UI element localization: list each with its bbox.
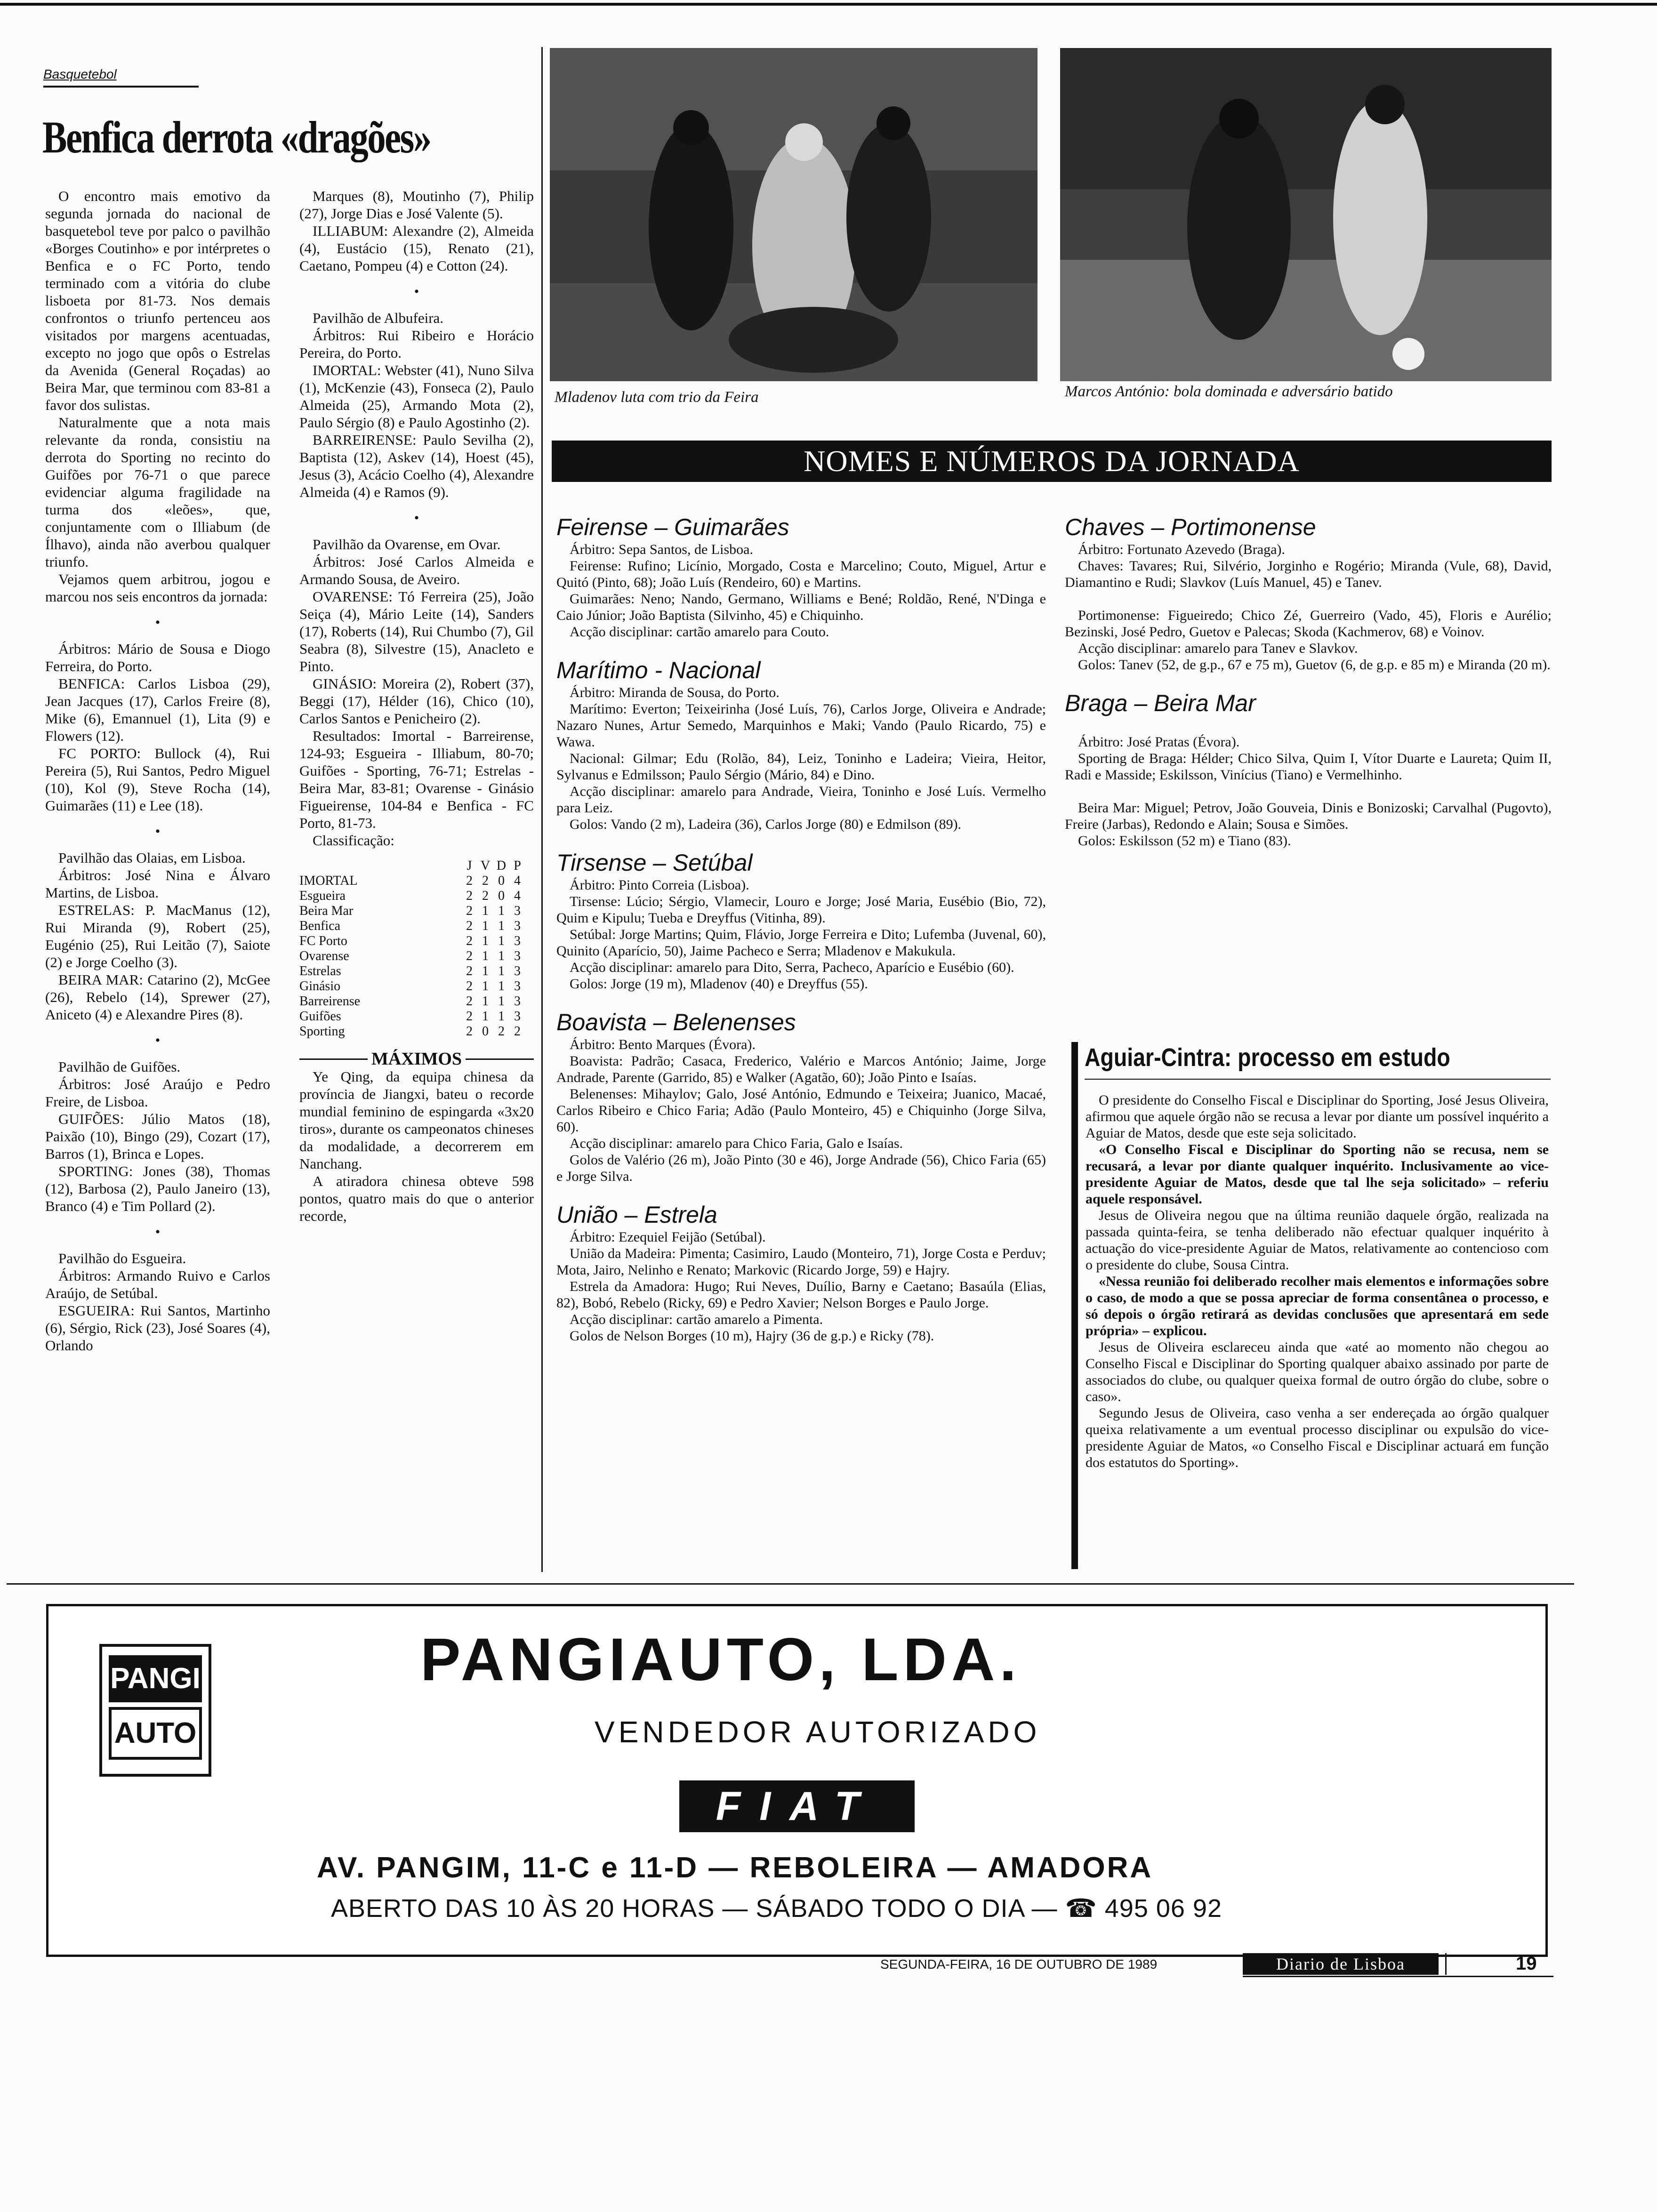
match-line: Árbitro: Fortunato Azevedo (Braga). bbox=[1078, 542, 1285, 557]
article-paragraph: Resultados: Imortal - Barreirense, 124-93; Esgueira - Illiabum, 80-70; Guifões - Sporting, 76-71; Estrelas - Beira Mar, 83-81; Ovarense - Ginásio Figueirense, 104-84 e Benfica - FC Porto, 81-73. bbox=[299, 728, 534, 831]
standings-cell-j: 2 bbox=[466, 1024, 473, 1039]
standings-cell-p: 2 bbox=[514, 1024, 521, 1039]
standings-cell-d: 1 bbox=[498, 1009, 505, 1024]
standings-cell-d: 0 bbox=[498, 889, 505, 903]
match-title: Marítimo - Nacional bbox=[556, 657, 761, 683]
match-line: Sporting de Braga: Hélder; Chico Silva, Quim I, Vítor Duarte e Laureta; Quim II, Radi e Masside; Eskilsson, Vinícius (Tiano) e Vermelhinho. bbox=[1065, 751, 1552, 783]
article-paragraph: Pavilhão de Guifões. bbox=[58, 1058, 181, 1075]
standings-cell-p: 3 bbox=[514, 919, 521, 933]
footer-date: SEGUNDA-FEIRA, 16 DE OUTUBRO DE 1989 bbox=[880, 1957, 1158, 1972]
match-report bbox=[556, 849, 1046, 992]
match-line: Árbitro: Miranda de Sousa, do Porto. bbox=[570, 685, 780, 700]
article-paragraph: GINÁSIO: Moreira (2), Robert (37), Beggi (17), Hélder (16), Chico (10), Carlos Santos e Penicheiro (2). bbox=[299, 675, 534, 727]
standings-row bbox=[299, 1024, 525, 1039]
match-line: Nacional: Gilmar; Edu (Rolão, 84), Leiz, Toninho e Ladeira; Vieira, Heitor, Sylvanus e Edmilsson; Paulo Sérgio (Mário, 84) e Dino. bbox=[556, 751, 1046, 783]
standings-row bbox=[299, 1009, 525, 1024]
match-line: Guimarães: Neno; Nando, Germano, Williams e Bené; Roldão, René, N'Dinga e Caio Júnior; João Baptista (Silvinho, 45) e Chiquinho. bbox=[556, 591, 1046, 623]
blank-line bbox=[1065, 783, 1552, 800]
ad-hours: ABERTO DAS 10 ÀS 20 HORAS — SÁBADO TODO O DIA — ☎ 495 06 92 bbox=[331, 1894, 1222, 1923]
logo-bottom-text: AUTO bbox=[109, 1707, 202, 1760]
match-line: Acção disciplinar: amarelo para Tanev e Slavkov. bbox=[1078, 641, 1358, 656]
article-paragraph: Pavilhão do Esgueira. bbox=[58, 1250, 186, 1266]
standings-cell-p: 3 bbox=[514, 994, 521, 1009]
match-line: Portimonense: Figueiredo; Chico Zé, Guerreiro (Vado, 45), Floris e Aurélio; Bezinski, José Pedro, Guetov e Palecas; Skoda (Kachmerov, 68) e Voinov. bbox=[1065, 608, 1552, 640]
standings bbox=[299, 858, 534, 1039]
bullet-separator: • bbox=[155, 615, 161, 630]
article-paragraph: Naturalmente que a nota mais relevante da ronda, consistiu na derrota do Sporting no recinto do Guifões por 76-71 o que parece evidenciar alguma fragilidade na turma dos «leões», que, conjuntamente com o Illiabum (de Ílhavo), ainda não averbou qualquer triunfo. bbox=[45, 414, 270, 570]
match-title: Feirense – Guimarães bbox=[556, 514, 789, 540]
match-line: Árbitro: Sepa Santos, de Lisboa. bbox=[570, 542, 753, 557]
standings-cell-j: 2 bbox=[466, 994, 473, 1009]
standings-cell-p: 3 bbox=[514, 904, 521, 918]
match-line: Marítimo: Everton; Teixeirinha (José Luís, 76), Carlos Jorge, Oliveira e Andrade; Nazaro Nunes, Artur Semedo, Marquinhos e Maki; Vando (Paulo Ricardo, 75) e Wawa. bbox=[556, 701, 1046, 750]
standings-table bbox=[299, 858, 525, 1039]
standings-cell-d: 1 bbox=[498, 994, 505, 1009]
box-title: Aguiar-Cintra: processo em estudo bbox=[1085, 1043, 1450, 1072]
page-number: 19 bbox=[1516, 1953, 1537, 1974]
box-paragraph: O presidente do Conselho Fiscal e Disciplinar do Sporting, José Jesus Oliveira, afirmou que aquele órgão não se recusa a levar por diante um possível inquérito a Aguiar de Matos, desde que este seja solicitado. bbox=[1086, 1092, 1549, 1141]
maximos-paragraph: A atiradora chinesa obteve 598 pontos, quatro mais do que o anterior recorde, bbox=[299, 1173, 534, 1224]
match-report bbox=[556, 1201, 1046, 1344]
match-line: Árbitro: José Pratas (Évora). bbox=[1078, 734, 1240, 750]
standings-cell-team: Estrelas bbox=[299, 964, 341, 978]
article-column-1 bbox=[45, 187, 270, 1354]
article-paragraph: Classificação: bbox=[313, 832, 394, 849]
match-line: Tirsense: Lúcio; Sérgio, Vlamecir, Louro e Jorge; José Maria, Eusébio (Bio, 72), Quim e Kipulu; Tueba e Dreyffus (Vitinha, 89). bbox=[556, 894, 1046, 926]
match-title: Boavista – Belenenses bbox=[556, 1009, 796, 1035]
match-report bbox=[556, 1008, 1046, 1185]
maximos-rule-left bbox=[299, 1058, 368, 1060]
standings-row bbox=[299, 889, 525, 904]
headline: Benfica derrota «dragões» bbox=[42, 112, 431, 162]
standings-row bbox=[299, 904, 525, 919]
maximos-rule-right bbox=[466, 1058, 534, 1060]
maximos-title-text: MÁXIMOS bbox=[371, 1049, 462, 1069]
match-title: União – Estrela bbox=[556, 1202, 717, 1228]
match-line: Boavista: Padrão; Casaca, Frederico, Valério e Marcos António; Jaime, Jorge Andrade, Parente (Garrido, 85) e Walker (Agatão, 60); João Pinto e Isaías. bbox=[556, 1053, 1046, 1085]
standings-cell-d: 1 bbox=[498, 904, 505, 918]
photo-right-caption: Marcos António: bola dominada e adversário batido bbox=[1065, 383, 1393, 400]
article-paragraph: BENFICA: Carlos Lisboa (29), Jean Jacques (17), Carlos Freire (8), Mike (6), Emannuel (1), Lita (9) e Flowers (12). bbox=[45, 675, 270, 744]
standings-cell-j: 2 bbox=[466, 889, 473, 903]
match-line: Golos: Tanev (52, de g.p., 67 e 75 m), Guetov (6, de g.p. e 85 m) e Miranda (20 m). bbox=[1078, 657, 1551, 673]
standings-header-cell: V bbox=[480, 858, 491, 873]
article-paragraph: Pavilhão de Albufeira. bbox=[313, 310, 444, 326]
box-title-rule bbox=[1085, 1079, 1551, 1080]
match-line: Beira Mar: Miguel; Petrov, João Gouveia, Dinis e Bonizoski; Carvalhal (Pugovto), Freire (Jarbas), Redondo e Alain; Sousa e Simões. bbox=[1065, 800, 1552, 832]
bullet-separator: • bbox=[414, 284, 419, 299]
match-line: Golos de Nelson Borges (10 m), Hajry (36 de g.p.) e Ricky (78). bbox=[570, 1328, 934, 1344]
photo-left bbox=[550, 48, 1038, 381]
match-line: Árbitro: Ezequiel Feijão (Setúbal). bbox=[570, 1229, 766, 1245]
box-paragraph: Jesus de Oliveira negou que na última reunião daquele órgão, realizada na passada quinta-feira, se tenha deliberado não efectuar qualquer inquérito à actuação do vice-presidente Aguiar de Matos, relativamente ao contencioso com o presidente do clube, Sousa Cintra. bbox=[1086, 1208, 1549, 1273]
blank-line bbox=[1065, 717, 1552, 734]
standings-cell-team: Ovarense bbox=[299, 949, 349, 963]
match-line: Acção disciplinar: cartão amarelo para Couto. bbox=[570, 624, 829, 640]
article-paragraph: Marques (8), Moutinho (7), Philip (27), Jorge Dias e José Valente (5). bbox=[299, 188, 534, 222]
match-line: Feirense: Rufino; Licínio, Morgado, Costa e Marcelino; Couto, Miguel, Artur e Quitó (Pinto, 68); João Luís (Rendeiro, 60) e Martins. bbox=[556, 558, 1046, 590]
column-rule bbox=[541, 47, 543, 1572]
box-body bbox=[1086, 1092, 1549, 1471]
advertisement bbox=[46, 1604, 1548, 1957]
match-line: Belenenses: Mihaylov; Galo, José António, Edmundo e Teixeira; Juanico, Macaé, Carlos Ribeiro e Chico Faria; Adão (Paulo Monteiro, 45) e Chiquinho (Jorge Silva, 60). bbox=[556, 1086, 1046, 1135]
article-paragraph: BARREIRENSE: Paulo Sevilha (2), Baptista (12), Askev (14), Hoest (45), Jesus (3), Acácio Coelho (4), Alexandre Almeida (4) e Ramos (9). bbox=[299, 432, 534, 500]
match-reports-right bbox=[1065, 513, 1552, 865]
standings-cell-p: 3 bbox=[514, 949, 521, 963]
page-rule bbox=[7, 1583, 1574, 1585]
standings-cell-v: 1 bbox=[482, 964, 489, 978]
match-line: Acção disciplinar: amarelo para Dito, Serra, Pacheco, Aparício e Eusébio (60). bbox=[570, 960, 1014, 975]
standings-cell-j: 2 bbox=[466, 1009, 473, 1024]
footer-rule bbox=[1243, 1976, 1553, 1977]
photo-right bbox=[1060, 48, 1552, 381]
photo-right-image bbox=[1060, 48, 1552, 381]
match-report bbox=[1065, 513, 1552, 673]
article-paragraph: Árbitros: Mário de Sousa e Diogo Ferreira, do Porto. bbox=[45, 641, 270, 674]
match-report bbox=[1065, 689, 1552, 849]
article-paragraph: IMORTAL: Webster (41), Nuno Silva (1), McKenzie (43), Fonseca (2), Paulo Almeida (25), Armando Mota (2), Paulo Sérgio (8) e Paulo Agostinho (2). bbox=[299, 362, 534, 431]
standings-cell-team: IMORTAL bbox=[299, 874, 358, 888]
footer-divider bbox=[1445, 1953, 1447, 1975]
match-reports-left bbox=[556, 513, 1046, 1360]
standings-cell-j: 2 bbox=[466, 964, 473, 978]
article-column-2 bbox=[299, 187, 534, 1225]
standings-cell-team: Beira Mar bbox=[299, 904, 354, 918]
match-line: Golos: Eskilsson (52 m) e Tiano (83). bbox=[1078, 833, 1291, 849]
article-paragraph: Árbitros: Rui Ribeiro e Horácio Pereira, do Porto. bbox=[299, 327, 534, 361]
section-banner: NOMES E NÚMEROS DA JORNADA bbox=[552, 441, 1552, 482]
article-paragraph: ESTRELAS: P. MacManus (12), Rui Miranda (9), Robert (25), Eugénio (25), Rui Leitão (7), Saiote (2) e Jorge Coelho (3). bbox=[45, 902, 270, 970]
logo-top-text: PANGI bbox=[109, 1655, 202, 1702]
standings-cell-v: 2 bbox=[482, 889, 489, 903]
standings-cell-team: Benfica bbox=[299, 919, 341, 933]
match-line: Golos: Vando (2 m), Ladeira (36), Carlos Jorge (80) e Edmilson (89). bbox=[570, 817, 962, 832]
pangiauto-logo bbox=[99, 1644, 211, 1777]
standings-cell-team: FC Porto bbox=[299, 934, 347, 948]
standings-row bbox=[299, 994, 525, 1009]
match-line: Chaves: Tavares; Rui, Silvério, Jorginho e Rogério; Miranda (Vule, 68), David, Diamantino e Rudi; Slavkov (Luís Manuel, 45) e Tanev. bbox=[1065, 558, 1552, 590]
bullet-separator: • bbox=[155, 1033, 161, 1048]
standings-cell-team: Ginásio bbox=[299, 979, 341, 994]
standings-cell-d: 1 bbox=[498, 934, 505, 948]
section-underline bbox=[43, 86, 199, 88]
match-line: Golos: Jorge (19 m), Mladenov (40) e Dreyffus (55). bbox=[570, 976, 868, 992]
standings-cell-j: 2 bbox=[466, 979, 473, 994]
box-paragraph: «O Conselho Fiscal e Disciplinar do Sporting não se recusa, nem se recusará, a levar por diante qualquer inquérito. Inclusivamente ao vice-presidente Aguiar de Matos, desde que tal lhe seja solicitado» – referiu aquele responsável. bbox=[1086, 1142, 1549, 1207]
standings-cell-j: 2 bbox=[466, 904, 473, 918]
standings-cell-team: Barreirense bbox=[299, 994, 361, 1009]
maximos-block bbox=[299, 1050, 534, 1225]
maximos-title bbox=[299, 1050, 534, 1068]
ad-address: AV. PANGIM, 11-C e 11-D — REBOLEIRA — AMADORA bbox=[317, 1851, 1153, 1884]
standings-cell-j: 2 bbox=[466, 874, 473, 888]
standings-header-team bbox=[299, 858, 461, 874]
standings-cell-v: 1 bbox=[482, 1009, 489, 1024]
standings-cell-p: 3 bbox=[514, 979, 521, 994]
standings-cell-p: 3 bbox=[514, 934, 521, 948]
standings-cell-p: 3 bbox=[514, 1009, 521, 1024]
standings-cell-p: 4 bbox=[514, 874, 521, 888]
article-paragraph: FC PORTO: Bullock (4), Rui Pereira (5), Rui Santos, Pedro Miguel (10), Kol (9), Steve Rocha (14), Guimarães (11) e Lee (18). bbox=[45, 745, 270, 814]
article-paragraph: Árbitros: Armando Ruivo e Carlos Araújo, de Setúbal. bbox=[45, 1267, 270, 1301]
standings-cell-v: 1 bbox=[482, 994, 489, 1009]
article-paragraph: Pavilhão da Ovarense, em Ovar. bbox=[313, 536, 501, 553]
standings-cell-v: 1 bbox=[482, 904, 489, 918]
standings-cell-p: 3 bbox=[514, 964, 521, 978]
top-rule bbox=[0, 3, 1657, 6]
article-paragraph: GUIFÕES: Júlio Matos (18), Paixão (10), Bingo (29), Cozart (17), Barros (1), Brinca e Lopes. bbox=[45, 1111, 270, 1162]
match-line: União da Madeira: Pimenta; Casimiro, Laudo (Monteiro, 71), Jorge Costa e Perduv; Mota, Jairo, Nelinho e Renato; Markovic (Ricardo Jorge, 59) e Hajry. bbox=[556, 1246, 1046, 1278]
bullet-separator: • bbox=[414, 510, 419, 526]
match-title: Tirsense – Setúbal bbox=[556, 850, 753, 876]
bullet-separator: • bbox=[155, 1224, 161, 1240]
footer-masthead: Diario de Lisboa bbox=[1243, 1953, 1439, 1975]
box-paragraph: «Nessa reunião foi deliberado recolher mais elementos e informações sobre o caso, de modo a que se possa apreciar de forma consentânea o processo, e só depois o órgão retirará as devidas conclusões que apresentará em sede própria» – explicou. bbox=[1086, 1274, 1549, 1338]
match-line: Acção disciplinar: amarelo para Andrade, Vieira, Toninho e José Luís. Vermelho para Leiz. bbox=[556, 784, 1046, 816]
standings-cell-j: 2 bbox=[466, 949, 473, 963]
ad-title: PANGIAUTO, LDA. bbox=[420, 1626, 1021, 1693]
standings-cell-v: 1 bbox=[482, 919, 489, 933]
match-line: Golos de Valério (26 m), João Pinto (30 e 46), Jorge Andrade (56), Chico Faria (65) e Jorge Silva. bbox=[556, 1152, 1046, 1184]
article-paragraph: ESGUEIRA: Rui Santos, Martinho (6), Sérgio, Rick (23), José Soares (4), Orlando bbox=[45, 1302, 270, 1354]
article-paragraph: ILLIABUM: Alexandre (2), Almeida (4), Eustácio (15), Renato (21), Caetano, Pompeu (4) e Cotton (24). bbox=[299, 223, 534, 274]
match-line: Árbitro: Pinto Correia (Lisboa). bbox=[570, 877, 749, 893]
section-label: Basquetebol bbox=[43, 67, 117, 81]
photo-left-image bbox=[550, 48, 1038, 381]
bullet-separator: • bbox=[155, 824, 161, 839]
match-line: Árbitro: Bento Marques (Évora). bbox=[570, 1037, 756, 1052]
article-paragraph: SPORTING: Jones (38), Thomas (12), Barbosa (2), Paulo Janeiro (13), Branco (4) e Tim Pollard (2). bbox=[45, 1163, 270, 1214]
standings-header-cell: P bbox=[514, 858, 521, 873]
standings-cell-v: 2 bbox=[482, 874, 489, 888]
match-line: Acção disciplinar: cartão amarelo a Pimenta. bbox=[570, 1312, 823, 1327]
match-report bbox=[556, 656, 1046, 833]
standings-header-cell: J bbox=[467, 858, 472, 873]
standings-cell-d: 1 bbox=[498, 979, 505, 994]
standings-cell-v: 1 bbox=[482, 934, 489, 948]
standings-row bbox=[299, 934, 525, 949]
standings-cell-d: 1 bbox=[498, 964, 505, 978]
match-line: Setúbal: Jorge Martins; Quim, Flávio, Jorge Ferreira e Dito; Lufemba (Juvenal, 60), Quinito (Aparício, 50), Jaime Pacheco e Serra; Mladenov e Makukula. bbox=[556, 927, 1046, 959]
standings-cell-d: 1 bbox=[498, 919, 505, 933]
maximos-paragraph: Ye Qing, da equipa chinesa da província de Jiangxi, bateu o recorde mundial feminino de espingarda «3x20 tiros», durante os campeonatos chineses da modalidade, a decorrerem em Nanchang. bbox=[299, 1068, 534, 1172]
standings-cell-team: Guifões bbox=[299, 1009, 341, 1024]
article-paragraph: O encontro mais emotivo da segunda jornada do nacional de basquetebol teve por palco o pavilhão «Borges Coutinho» e por intérpretes o Benfica e o FC Porto, tendo terminado com a vitória do clube lisboeta por 81-73. Nos demais confrontos o triunfo pertenceu aos visitados por margens acentuadas, excepto no jogo que opôs o Estrelas da Avenida (General Roçadas) ao Beira Mar, que terminou com 83-81 a favor dos sulistas. bbox=[45, 188, 270, 413]
standings-row bbox=[299, 919, 525, 934]
standings-cell-d: 0 bbox=[498, 874, 505, 888]
box-side-bar bbox=[1071, 1042, 1078, 1569]
standings-cell-v: 0 bbox=[482, 1024, 489, 1039]
photo-left-caption: Mladenov luta com trio da Feira bbox=[555, 389, 759, 406]
standings-cell-team: Sporting bbox=[299, 1024, 345, 1039]
article-paragraph: OVARENSE: Tó Ferreira (25), João Seiça (4), Mário Leite (14), Sanders (17), Roberts (14), Rui Chumbo (7), Gil Seabra (8), Silvestre (15), Anacleto e Pinto. bbox=[299, 588, 534, 674]
box-paragraph: Jesus de Oliveira esclareceu ainda que «até ao momento não chegou ao Conselho Fiscal e Disciplinar do Sporting qualquer abaixo assinado por parte de associados do clube, ou qualquer queixa formal de outro órgão do clube, sobre o caso». bbox=[1086, 1339, 1549, 1404]
standings-cell-v: 1 bbox=[482, 979, 489, 994]
article-paragraph: Árbitros: José Carlos Almeida e Armando Sousa, de Aveiro. bbox=[299, 553, 534, 587]
match-title: Braga – Beira Mar bbox=[1065, 690, 1256, 716]
standings-header-cell: D bbox=[496, 858, 507, 873]
standings-cell-j: 2 bbox=[466, 934, 473, 948]
standings-header bbox=[299, 858, 525, 874]
blank-line bbox=[1065, 591, 1552, 607]
match-title: Chaves – Portimonense bbox=[1065, 514, 1316, 540]
standings-cell-j: 2 bbox=[466, 919, 473, 933]
standings-row bbox=[299, 979, 525, 994]
box-paragraph: Segundo Jesus de Oliveira, caso venha a ser endereçada ao órgão qualquer queixa relativamente a um eventual processo disciplinar ou expulsão do vice-presidente Aguiar de Matos, «o Conselho Fiscal e Disciplinar actuará em função dos estatutos do Sporting». bbox=[1086, 1405, 1549, 1470]
standings-cell-p: 4 bbox=[514, 889, 521, 903]
match-line: Estrela da Amadora: Hugo; Rui Neves, Duílio, Barny e Caetano; Basaúla (Elias, 82), Bobó, Rebelo (Ricky, 69) e Pedro Xavier; Nelson Borges e Paulo Jorge. bbox=[556, 1279, 1046, 1311]
standings-row bbox=[299, 949, 525, 964]
standings-cell-d: 1 bbox=[498, 949, 505, 963]
article-paragraph: Pavilhão das Olaias, em Lisboa. bbox=[58, 850, 246, 866]
article-paragraph: Vejamos quem arbitrou, jogou e marcou nos seis encontros da jornada: bbox=[45, 571, 270, 605]
standings-row bbox=[299, 874, 525, 889]
article-paragraph: Árbitros: José Araújo e Pedro Freire, de Lisboa. bbox=[45, 1076, 270, 1110]
match-line: Acção disciplinar: amarelo para Chico Faria, Galo e Isaías. bbox=[570, 1136, 903, 1151]
article-paragraph: BEIRA MAR: Catarino (2), McGee (26), Rebelo (14), Sprewer (27), Aniceto (4) e Alexandre Pires (8). bbox=[45, 971, 270, 1023]
standings-cell-v: 1 bbox=[482, 949, 489, 963]
standings-cell-team: Esgueira bbox=[299, 889, 346, 903]
standings-cell-d: 2 bbox=[498, 1024, 505, 1039]
standings-row bbox=[299, 964, 525, 979]
article-paragraph: Árbitros: José Nina e Álvaro Martins, de Lisboa. bbox=[45, 867, 270, 901]
ad-subtitle: VENDEDOR AUTORIZADO bbox=[595, 1715, 1041, 1749]
match-report bbox=[556, 513, 1046, 640]
fiat-logo: FIAT bbox=[679, 1780, 915, 1832]
